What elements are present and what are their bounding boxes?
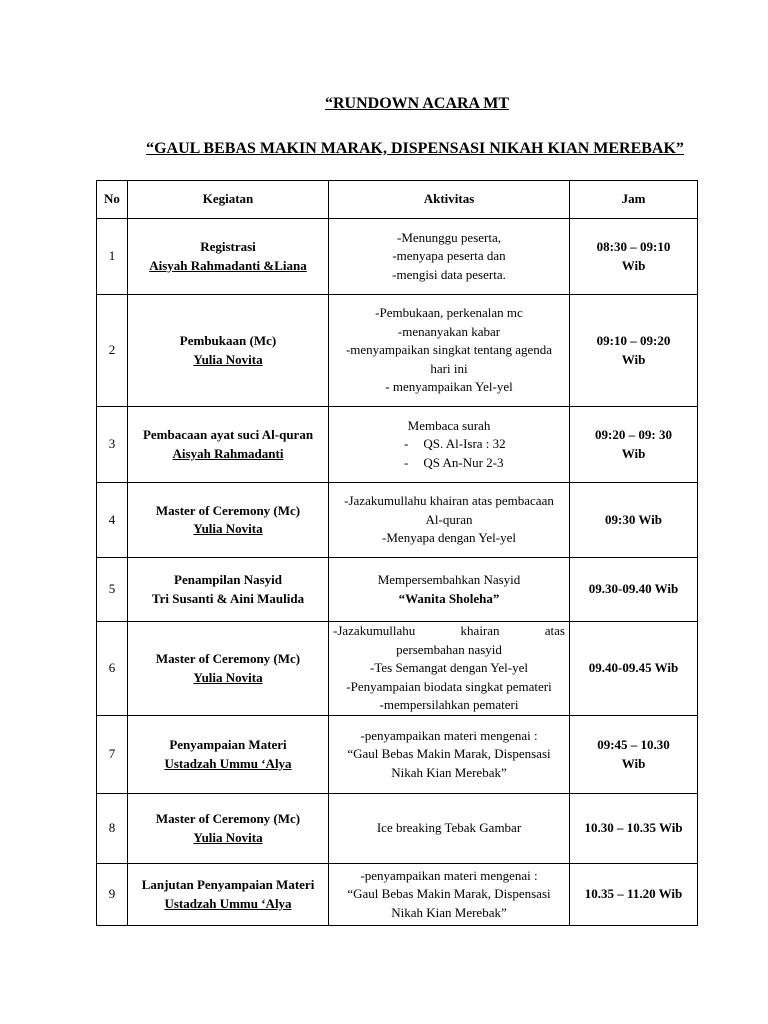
kegiatan-cell [128,219,329,295]
aktivitas-line: Nikah Kian Merebak” [391,904,507,920]
kegiatan-cell [128,483,329,558]
kegiatan-name: Master of Ceremony (Mc) [155,651,301,666]
surah-item: QS. Al-Isra : 32 [423,436,506,452]
aktivitas-cell [329,622,570,716]
bullet-marker: - [404,454,409,470]
jam-time: 09:20 – 09: 30 [595,427,672,442]
table-row [97,716,698,794]
table-row [97,219,698,295]
kegiatan-cell [128,407,329,483]
jam-unit: Wib [621,257,646,273]
aktivitas-line: -Jazakumullahu khairan atas pembacaan [344,493,554,509]
jam-time: 10.35 – 11.20 Wib [584,886,683,902]
aktivitas-line: -Menyapa dengan Yel-yel [382,530,516,546]
aktivitas-line: hari ini [430,360,468,376]
kegiatan-cell [128,716,329,794]
aktivitas-bullet-line [333,435,565,454]
jam-cell [570,483,698,558]
aktivitas-cell [329,864,570,926]
jam-time: 09:45 – 10.30 [597,737,670,752]
kegiatan-cell [128,295,329,407]
aktivitas-cell [329,295,570,407]
aktivitas-bullet-line [333,454,565,473]
jam-time: 08:30 – 09:10 [596,239,671,254]
kegiatan-cell [128,794,329,864]
aktivitas-line: Membaca surah [407,417,491,433]
aktivitas-line: Mempersembahkan Nasyid [377,572,521,587]
aktivitas-line: -Pembukaan, perkenalan mc [375,305,523,321]
jam-cell [570,794,698,864]
row-number: 7 [97,716,128,794]
surah-item: QS An-Nur 2-3 [423,454,504,470]
jam-cell [570,407,698,483]
jam-cell [570,716,698,794]
row-number: 2 [97,295,128,407]
aktivitas-line: persembahan nasyid [396,641,502,657]
table-row [97,864,698,926]
aktivitas-line: Al-quran [425,511,473,527]
aktivitas-line: “Gaul Bebas Makin Marak, Dispensasi [347,886,551,902]
jam-cell [570,295,698,407]
table-row [97,483,698,558]
kegiatan-pic: Yulia Novita [193,521,263,536]
document-subtitle: “GAUL BEBAS MAKIN MARAK, DISPENSASI NIKAH KIAN MEREBAK” [146,140,684,157]
kegiatan-name: Penyampaian Materi [169,737,287,752]
aktivitas-line: -menyapa peserta dan [392,248,506,264]
kegiatan-pic: Yulia Novita [193,669,263,685]
kegiatan-pic: Yulia Novita [193,351,263,367]
jam-time: 10.30 – 10.35 Wib [584,820,683,836]
aktivitas-cell [329,794,570,864]
kegiatan-cell [128,864,329,926]
kegiatan-pic: Tri Susanti & Aini Maulida [151,590,305,606]
nasyid-title: “Wanita Sholeha” [398,590,500,606]
kegiatan-pic: Ustadzah Ummu ‘Alya [164,755,292,771]
aktivitas-cell [329,219,570,295]
table-row [97,295,698,407]
jam-time: 09.30-09.40 Wib [588,581,679,597]
row-number: 4 [97,483,128,558]
kegiatan-pic: Yulia Novita [193,829,263,845]
aktivitas-cell [329,716,570,794]
row-number: 9 [97,864,128,926]
table-header-row [97,181,698,219]
header-no: No [97,181,128,219]
row-number: 6 [97,622,128,716]
kegiatan-cell [128,622,329,716]
aktivitas-line: Nikah Kian Merebak” [391,764,507,780]
row-number: 3 [97,407,128,483]
header-jam: Jam [570,181,698,219]
aktivitas-line: -menanyakan kabar [397,323,501,339]
jam-unit: Wib [621,445,646,461]
kegiatan-name: Pembacaan ayat suci Al-quran [142,427,314,442]
table-row [97,558,698,622]
aktivitas-line: -Jazakumullahu khairan atas [333,623,565,639]
jam-unit: Wib [621,755,646,771]
row-number: 5 [97,558,128,622]
kegiatan-name: Penampilan Nasyid [174,572,282,587]
jam-cell [570,622,698,716]
aktivitas-line: -Tes Semangat dengan Yel-yel [370,660,528,676]
header-kegiatan: Kegiatan [128,181,329,219]
kegiatan-name: Master of Ceremony (Mc) [155,502,301,518]
row-number: 1 [97,219,128,295]
aktivitas-cell [329,558,570,622]
jam-time: 09:30 Wib [605,511,662,527]
table-row [97,794,698,864]
aktivitas-line: -mempersilahkan pemateri [379,697,519,713]
aktivitas-line: -Penyampaian biodata singkat pemateri [346,678,552,694]
kegiatan-name: Pembukaan (Mc) [179,333,277,348]
kegiatan-name: Master of Ceremony (Mc) [155,811,301,826]
aktivitas-cell [329,407,570,483]
table-row [97,622,698,716]
kegiatan-name: Registrasi [200,239,256,254]
aktivitas-line: -menyampaikan singkat tentang agenda [345,342,553,358]
document-title: “RUNDOWN ACARA MT [325,95,509,112]
kegiatan-pic: Ustadzah Ummu ‘Alya [164,895,292,911]
jam-cell [570,864,698,926]
aktivitas-line: Ice breaking Tebak Gambar [376,820,522,836]
jam-time: 09.40-09.45 Wib [588,660,679,676]
jam-cell [570,219,698,295]
rundown-table [96,180,698,926]
aktivitas-line: “Gaul Bebas Makin Marak, Dispensasi [347,746,551,762]
table-row [97,407,698,483]
aktivitas-line: - menyampaikan Yel-yel [385,379,513,395]
aktivitas-cell [329,483,570,558]
header-aktivitas: Aktivitas [329,181,570,219]
bullet-marker: - [404,436,409,452]
kegiatan-cell [128,558,329,622]
aktivitas-line: -penyampaikan materi mengenai : [360,727,538,743]
aktivitas-line: -penyampaikan materi mengenai : [360,867,538,883]
jam-time: 09:10 – 09:20 [596,333,671,348]
kegiatan-name: Lanjutan Penyampaian Materi [141,877,315,892]
row-number: 8 [97,794,128,864]
kegiatan-pic: Aisyah Rahmadanti [172,445,284,461]
kegiatan-pic: Aisyah Rahmadanti &Liana [149,257,307,273]
jam-cell [570,558,698,622]
jam-unit: Wib [621,351,646,367]
aktivitas-line: -mengisi data peserta. [392,266,506,282]
aktivitas-line: -Menunggu peserta, [397,229,501,245]
